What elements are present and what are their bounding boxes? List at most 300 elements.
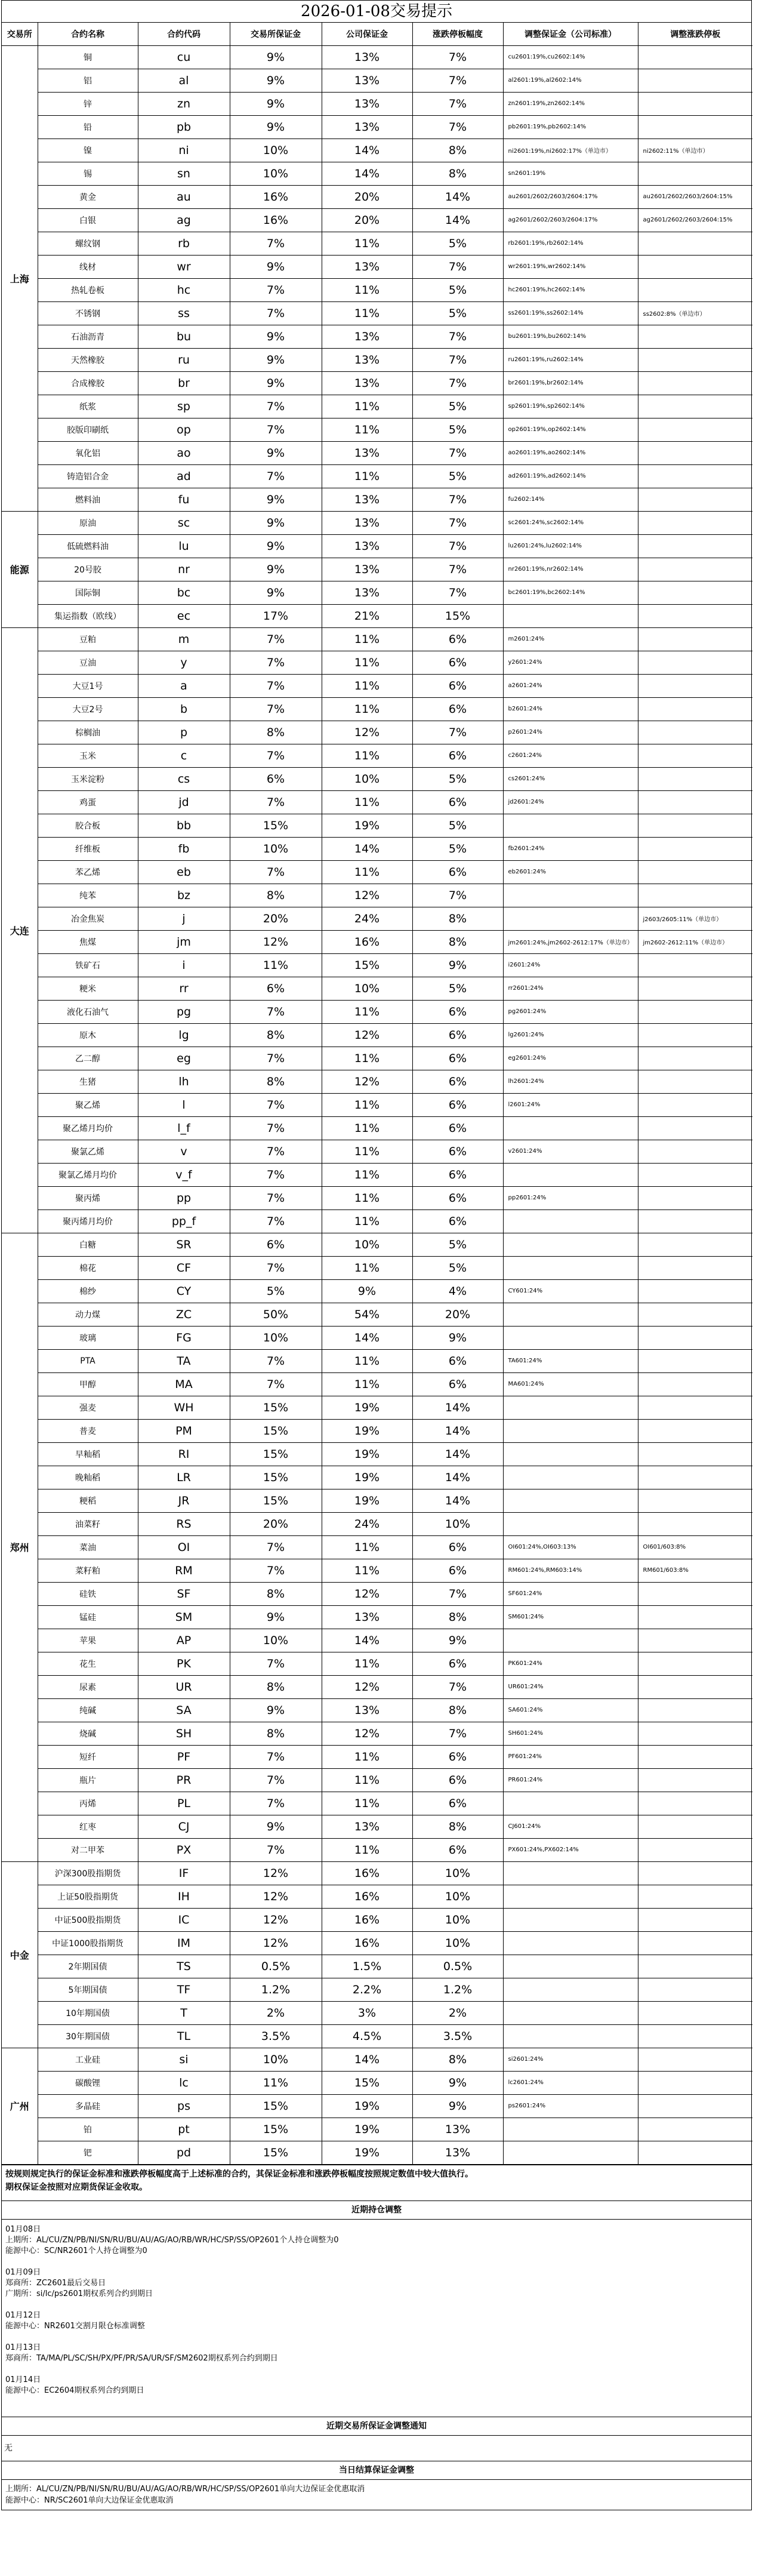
- contract-name: 烧碱: [38, 1722, 138, 1745]
- table-row: [2, 837, 752, 860]
- contract-name: 聚氯乙烯: [38, 1140, 138, 1163]
- contract-code: CF: [138, 1256, 230, 1279]
- exchange-cell: 郑州: [2, 1233, 38, 1861]
- company-margin: 16%: [322, 1908, 412, 1931]
- contract-name: 工业硅: [38, 2048, 138, 2071]
- exchange-margin: 7%: [230, 790, 322, 814]
- adjusted-limit: [638, 1489, 752, 1512]
- contract-code: lc: [138, 2071, 230, 2094]
- contract-code: bu: [138, 325, 230, 348]
- note-line: 按规则规定执行的保证金标准和涨跌停板幅度高于上述标准的合约，其保证金标准和涨跌停板幅度按照规定数值中较大值执行。: [5, 2169, 473, 2179]
- adjusted-limit: [638, 744, 752, 767]
- contract-name: 棉花: [38, 1256, 138, 1279]
- adjusted-limit: [638, 1396, 752, 1419]
- contract-name: 不锈钢: [38, 301, 138, 325]
- company-margin: 11%: [322, 697, 412, 721]
- price-limit: 5%: [412, 418, 503, 441]
- exchange-margin: 12%: [230, 930, 322, 953]
- table-row: [2, 953, 752, 977]
- exchange-margin: 9%: [230, 1815, 322, 1838]
- contract-code: WH: [138, 1396, 230, 1419]
- exchange-margin: 8%: [230, 721, 322, 744]
- contract-code: PX: [138, 1838, 230, 1861]
- company-margin: 4.5%: [322, 2024, 412, 2048]
- contract-name: 集运指数（欧线）: [38, 604, 138, 627]
- contract-code: ni: [138, 139, 230, 162]
- table-row: [2, 1163, 752, 1186]
- contract-name: 玻璃: [38, 1326, 138, 1349]
- price-limit: 8%: [412, 1815, 503, 1838]
- exchange-margin: 7%: [230, 674, 322, 697]
- exchange-margin: 10%: [230, 139, 322, 162]
- company-margin: 11%: [322, 1535, 412, 1559]
- contract-name: 原木: [38, 1023, 138, 1047]
- table-row: [2, 697, 752, 721]
- price-limit: 6%: [412, 674, 503, 697]
- contract-name: 锰硅: [38, 1605, 138, 1629]
- adjusted-margin: RM601:24%,RM603:14%: [503, 1559, 638, 1582]
- contract-code: TS: [138, 1955, 230, 1978]
- price-limit: 6%: [412, 1535, 503, 1559]
- exchange-margin: 7%: [230, 1209, 322, 1233]
- holding-date: 01月13日: [5, 2343, 41, 2352]
- contract-code: ps: [138, 2094, 230, 2118]
- contract-code: eg: [138, 1047, 230, 1070]
- price-limit: 6%: [412, 1209, 503, 1233]
- adjusted-margin: SM601:24%: [503, 1605, 638, 1629]
- contract-name: 大豆2号: [38, 697, 138, 721]
- price-limit: 5%: [412, 837, 503, 860]
- table-row: [2, 185, 752, 208]
- exchange-margin: 9%: [230, 371, 322, 395]
- contract-code: PM: [138, 1419, 230, 1442]
- company-margin: 12%: [322, 884, 412, 907]
- price-limit: 6%: [412, 1116, 503, 1140]
- contract-code: pb: [138, 115, 230, 139]
- adjusted-limit: [638, 884, 752, 907]
- contract-code: cu: [138, 45, 230, 69]
- table-row: [2, 1466, 752, 1489]
- contract-name: 普麦: [38, 1419, 138, 1442]
- company-margin: 13%: [322, 558, 412, 581]
- contract-name: 30年期国债: [38, 2024, 138, 2048]
- exchange-margin: 7%: [230, 860, 322, 884]
- company-margin: 19%: [322, 2141, 412, 2164]
- adjusted-margin: PF601:24%: [503, 1745, 638, 1768]
- contract-code: sc: [138, 511, 230, 534]
- table-row: [2, 860, 752, 884]
- adjusted-limit: [638, 162, 752, 185]
- price-limit: 7%: [412, 534, 503, 558]
- adjusted-margin: [503, 1629, 638, 1652]
- adjusted-margin: p2601:24%: [503, 721, 638, 744]
- adjusted-limit: [638, 92, 752, 115]
- contract-name: 菜籽粕: [38, 1559, 138, 1582]
- contract-name: 硅铁: [38, 1582, 138, 1605]
- table-row: [2, 301, 752, 325]
- contract-name: 粳稻: [38, 1489, 138, 1512]
- exchange-margin: 15%: [230, 1419, 322, 1442]
- adjusted-limit: [638, 1698, 752, 1722]
- adjusted-margin: [503, 1885, 638, 1908]
- today-adjustment-body: [2, 2480, 751, 2510]
- price-limit: 5%: [412, 1233, 503, 1256]
- exchange-margin: 3.5%: [230, 2024, 322, 2048]
- contract-name: 油菜籽: [38, 1512, 138, 1535]
- price-limit: 6%: [412, 1186, 503, 1209]
- price-limit: 6%: [412, 697, 503, 721]
- price-limit: 6%: [412, 1047, 503, 1070]
- price-limit: 4%: [412, 1279, 503, 1303]
- table-row: [2, 1792, 752, 1815]
- adjusted-limit: RM601/603:8%: [638, 1559, 752, 1582]
- company-margin: 19%: [322, 1466, 412, 1489]
- adjusted-limit: [638, 860, 752, 884]
- contract-code: PK: [138, 1652, 230, 1675]
- contract-name: 中证500股指期货: [38, 1908, 138, 1931]
- contract-code: lh: [138, 1070, 230, 1093]
- adjusted-margin: [503, 1792, 638, 1815]
- exchange-margin: 1.2%: [230, 1978, 322, 2001]
- exchange-margin: 7%: [230, 1745, 322, 1768]
- contract-code: pp_f: [138, 1209, 230, 1233]
- contract-name: 纸浆: [38, 395, 138, 418]
- holding-entry: [5, 2375, 748, 2396]
- adjusted-margin: i2601:24%: [503, 953, 638, 977]
- contract-code: RM: [138, 1559, 230, 1582]
- company-margin: 11%: [322, 1093, 412, 1116]
- price-limit: 3.5%: [412, 2024, 503, 2048]
- contract-code: lg: [138, 1023, 230, 1047]
- rules-note: [2, 2165, 751, 2200]
- company-margin: 13%: [322, 441, 412, 464]
- exchange-cell: 广州: [2, 2048, 38, 2164]
- price-limit: 5%: [412, 814, 503, 837]
- exchange-margin: 6%: [230, 767, 322, 790]
- contract-name: 胶合板: [38, 814, 138, 837]
- price-limit: 7%: [412, 348, 503, 371]
- table-row: [2, 1326, 752, 1349]
- table-row: [2, 255, 752, 278]
- contract-name: 大豆1号: [38, 674, 138, 697]
- contract-code: SA: [138, 1698, 230, 1722]
- contract-name: 豆油: [38, 651, 138, 674]
- company-margin: 11%: [322, 395, 412, 418]
- exchange-margin: 9%: [230, 255, 322, 278]
- company-margin: 11%: [322, 1047, 412, 1070]
- company-margin: 13%: [322, 1698, 412, 1722]
- holding-entry: [5, 2224, 748, 2257]
- contract-name: 石油沥青: [38, 325, 138, 348]
- price-limit: 5%: [412, 395, 503, 418]
- exchange-margin: 7%: [230, 418, 322, 441]
- adjusted-limit: [638, 371, 752, 395]
- exchange-margin: 12%: [230, 1861, 322, 1885]
- contract-name: 镍: [38, 139, 138, 162]
- adjusted-margin: sn2601:19%: [503, 162, 638, 185]
- adjusted-margin: pg2601:24%: [503, 1000, 638, 1023]
- price-limit: 8%: [412, 1605, 503, 1629]
- contract-name: 铝: [38, 69, 138, 92]
- holding-line: 能源中心：EC2604期权系列合约到期日: [5, 2386, 144, 2395]
- adjusted-limit: [638, 1629, 752, 1652]
- price-limit: 14%: [412, 1489, 503, 1512]
- price-limit: 8%: [412, 162, 503, 185]
- company-margin: 14%: [322, 2048, 412, 2071]
- adjusted-margin: [503, 1908, 638, 1931]
- exchange-margin: 15%: [230, 2141, 322, 2164]
- contract-code: TF: [138, 1978, 230, 2001]
- company-margin: 14%: [322, 1629, 412, 1652]
- company-margin: 11%: [322, 301, 412, 325]
- holding-entry: [5, 2310, 748, 2332]
- column-header: 合约名称: [38, 23, 138, 45]
- exchange-margin: 15%: [230, 1489, 322, 1512]
- price-limit: 7%: [412, 884, 503, 907]
- adjusted-limit: [638, 115, 752, 139]
- holding-section-title: 近期持仓调整: [2, 2200, 751, 2220]
- company-margin: 11%: [322, 1768, 412, 1792]
- table-row: [2, 208, 752, 232]
- adjusted-margin: l2601:24%: [503, 1093, 638, 1116]
- exchange-margin: 7%: [230, 1256, 322, 1279]
- contract-code: IF: [138, 1861, 230, 1885]
- adjusted-limit: [638, 1978, 752, 2001]
- exchange-margin: 7%: [230, 1559, 322, 1582]
- company-margin: 2.2%: [322, 1978, 412, 2001]
- adjusted-limit: [638, 278, 752, 301]
- adjusted-margin: [503, 1978, 638, 2001]
- adjusted-limit: [638, 721, 752, 744]
- adjusted-margin: SH601:24%: [503, 1722, 638, 1745]
- contract-name: 铸造铝合金: [38, 464, 138, 488]
- exchange-margin: 7%: [230, 1652, 322, 1675]
- table-row: [2, 1419, 752, 1442]
- exchange-cell: 中金: [2, 1861, 38, 2048]
- adjusted-margin: PK601:24%: [503, 1652, 638, 1675]
- adjusted-limit: [638, 1209, 752, 1233]
- adjusted-margin: rr2601:24%: [503, 977, 638, 1000]
- table-row: [2, 418, 752, 441]
- exchange-margin: 7%: [230, 744, 322, 767]
- adjusted-limit: [638, 1722, 752, 1745]
- table-row: [2, 2094, 752, 2118]
- table-row: [2, 1512, 752, 1535]
- price-limit: 6%: [412, 1070, 503, 1093]
- contract-name: 20号胶: [38, 558, 138, 581]
- price-limit: 7%: [412, 371, 503, 395]
- contract-code: JR: [138, 1489, 230, 1512]
- contract-code: bc: [138, 581, 230, 604]
- price-limit: 14%: [412, 1396, 503, 1419]
- adjusted-limit: [638, 1861, 752, 1885]
- adjusted-limit: au2601/2602/2603/2604:15%: [638, 185, 752, 208]
- exchange-margin: 7%: [230, 627, 322, 651]
- adjusted-limit: [638, 651, 752, 674]
- price-limit: 9%: [412, 1326, 503, 1349]
- holding-date: 01月12日: [5, 2310, 41, 2320]
- company-margin: 11%: [322, 464, 412, 488]
- contract-name: 短纤: [38, 1745, 138, 1768]
- adjusted-margin: ad2601:19%,ad2602:14%: [503, 464, 638, 488]
- adjusted-limit: [638, 1349, 752, 1372]
- table-row: [2, 1745, 752, 1768]
- adjusted-margin: TA601:24%: [503, 1349, 638, 1372]
- company-margin: 24%: [322, 907, 412, 930]
- holding-date: 01月09日: [5, 2267, 41, 2277]
- exchange-margin: 10%: [230, 1629, 322, 1652]
- table-row: [2, 1559, 752, 1582]
- contract-code: FG: [138, 1326, 230, 1349]
- company-margin: 24%: [322, 1512, 412, 1535]
- exchange-margin: 7%: [230, 1535, 322, 1559]
- table-row: [2, 139, 752, 162]
- adjusted-limit: [638, 1652, 752, 1675]
- table-row: [2, 1396, 752, 1419]
- contract-code: ao: [138, 441, 230, 464]
- table-row: [2, 1861, 752, 1885]
- contract-name: 黄金: [38, 185, 138, 208]
- exchange-margin: 50%: [230, 1303, 322, 1326]
- contract-code: AP: [138, 1629, 230, 1652]
- adjusted-limit: [638, 977, 752, 1000]
- table-header-row: [2, 23, 752, 45]
- adjusted-limit: [638, 1582, 752, 1605]
- company-margin: 11%: [322, 232, 412, 255]
- contract-name: 铜: [38, 45, 138, 69]
- adjusted-margin: rb2601:19%,rb2602:14%: [503, 232, 638, 255]
- table-row: [2, 1582, 752, 1605]
- price-limit: 7%: [412, 69, 503, 92]
- company-margin: 13%: [322, 1815, 412, 1838]
- company-margin: 10%: [322, 767, 412, 790]
- company-margin: 11%: [322, 790, 412, 814]
- contract-name: 国际铜: [38, 581, 138, 604]
- contract-code: SM: [138, 1605, 230, 1629]
- price-limit: 5%: [412, 278, 503, 301]
- contract-code: ag: [138, 208, 230, 232]
- exchange-margin: 7%: [230, 1792, 322, 1815]
- contract-code: ru: [138, 348, 230, 371]
- contract-code: br: [138, 371, 230, 395]
- holding-entry: [5, 2343, 748, 2364]
- adjusted-limit: [638, 1140, 752, 1163]
- contract-name: 苹果: [38, 1629, 138, 1652]
- adjusted-limit: jm2602-2612:11%（单边市）: [638, 930, 752, 953]
- adjusted-margin: [503, 1419, 638, 1442]
- contract-code: v_f: [138, 1163, 230, 1186]
- adjusted-margin: [503, 814, 638, 837]
- exchange-margin: 9%: [230, 441, 322, 464]
- price-limit: 6%: [412, 744, 503, 767]
- table-row: [2, 232, 752, 255]
- contract-name: 焦煤: [38, 930, 138, 953]
- contract-name: 晚籼稻: [38, 1466, 138, 1489]
- contract-name: 沪深300股指期货: [38, 1861, 138, 1885]
- table-row: [2, 2001, 752, 2024]
- adjusted-limit: [638, 1116, 752, 1140]
- contract-name: 聚丙烯: [38, 1186, 138, 1209]
- adjusted-margin: lc2601:24%: [503, 2071, 638, 2094]
- contract-name: 燃料油: [38, 488, 138, 511]
- table-row: [2, 2118, 752, 2141]
- adjusted-limit: [638, 232, 752, 255]
- company-margin: 13%: [322, 69, 412, 92]
- table-row: [2, 1279, 752, 1303]
- contract-code: op: [138, 418, 230, 441]
- exchange-margin: 8%: [230, 1070, 322, 1093]
- adjusted-limit: [638, 837, 752, 860]
- adjusted-margin: c2601:24%: [503, 744, 638, 767]
- exchange-margin: 16%: [230, 208, 322, 232]
- price-limit: 13%: [412, 2141, 503, 2164]
- adjusted-margin: OI601:24%,OI603:13%: [503, 1535, 638, 1559]
- price-limit: 15%: [412, 604, 503, 627]
- adjusted-margin: CY601:24%: [503, 1279, 638, 1303]
- company-margin: 16%: [322, 930, 412, 953]
- contract-name: 动力煤: [38, 1303, 138, 1326]
- table-row: [2, 2024, 752, 2048]
- company-margin: 11%: [322, 1792, 412, 1815]
- contract-code: CY: [138, 1279, 230, 1303]
- adjusted-limit: [638, 1442, 752, 1466]
- company-margin: 11%: [322, 1209, 412, 1233]
- adjusted-limit: [638, 790, 752, 814]
- adjusted-limit: [638, 1512, 752, 1535]
- table-row: [2, 558, 752, 581]
- adjusted-limit: [638, 325, 752, 348]
- exchange-margin: 7%: [230, 464, 322, 488]
- adjusted-margin: cu2601:19%,cu2602:14%: [503, 45, 638, 69]
- table-row: [2, 790, 752, 814]
- price-limit: 5%: [412, 301, 503, 325]
- adjusted-margin: [503, 1512, 638, 1535]
- table-row: [2, 581, 752, 604]
- table-row: [2, 627, 752, 651]
- table-row: [2, 1815, 752, 1838]
- contract-code: m: [138, 627, 230, 651]
- company-margin: 19%: [322, 1419, 412, 1442]
- exchange-margin: 9%: [230, 92, 322, 115]
- price-limit: 6%: [412, 860, 503, 884]
- table-row: [2, 1908, 752, 1931]
- contract-code: b: [138, 697, 230, 721]
- exchange-margin: 20%: [230, 907, 322, 930]
- adjusted-limit: ag2601/2602/2603/2604:15%: [638, 208, 752, 232]
- exchange-margin: 9%: [230, 45, 322, 69]
- table-row: [2, 1023, 752, 1047]
- table-row: [2, 1140, 752, 1163]
- holding-line: 广期所：si/lc/ps2601期权系列合约到期日: [5, 2289, 153, 2298]
- company-margin: 12%: [322, 1023, 412, 1047]
- company-margin: 11%: [322, 1349, 412, 1372]
- table-row: [2, 1186, 752, 1209]
- exchange-margin: 0.5%: [230, 1955, 322, 1978]
- table-row: [2, 534, 752, 558]
- company-margin: 13%: [322, 534, 412, 558]
- adjusted-margin: [503, 2024, 638, 2048]
- price-limit: 6%: [412, 1559, 503, 1582]
- adjusted-margin: [503, 907, 638, 930]
- contract-name: 天然橡胶: [38, 348, 138, 371]
- price-limit: 7%: [412, 1675, 503, 1698]
- adjusted-limit: [638, 488, 752, 511]
- exchange-margin: 15%: [230, 2094, 322, 2118]
- contract-name: 对二甲苯: [38, 1838, 138, 1861]
- adjusted-margin: [503, 884, 638, 907]
- page-title: 2026-01-08交易提示: [2, 1, 751, 23]
- holding-line: 郑商所：ZC2601最后交易日: [5, 2278, 106, 2288]
